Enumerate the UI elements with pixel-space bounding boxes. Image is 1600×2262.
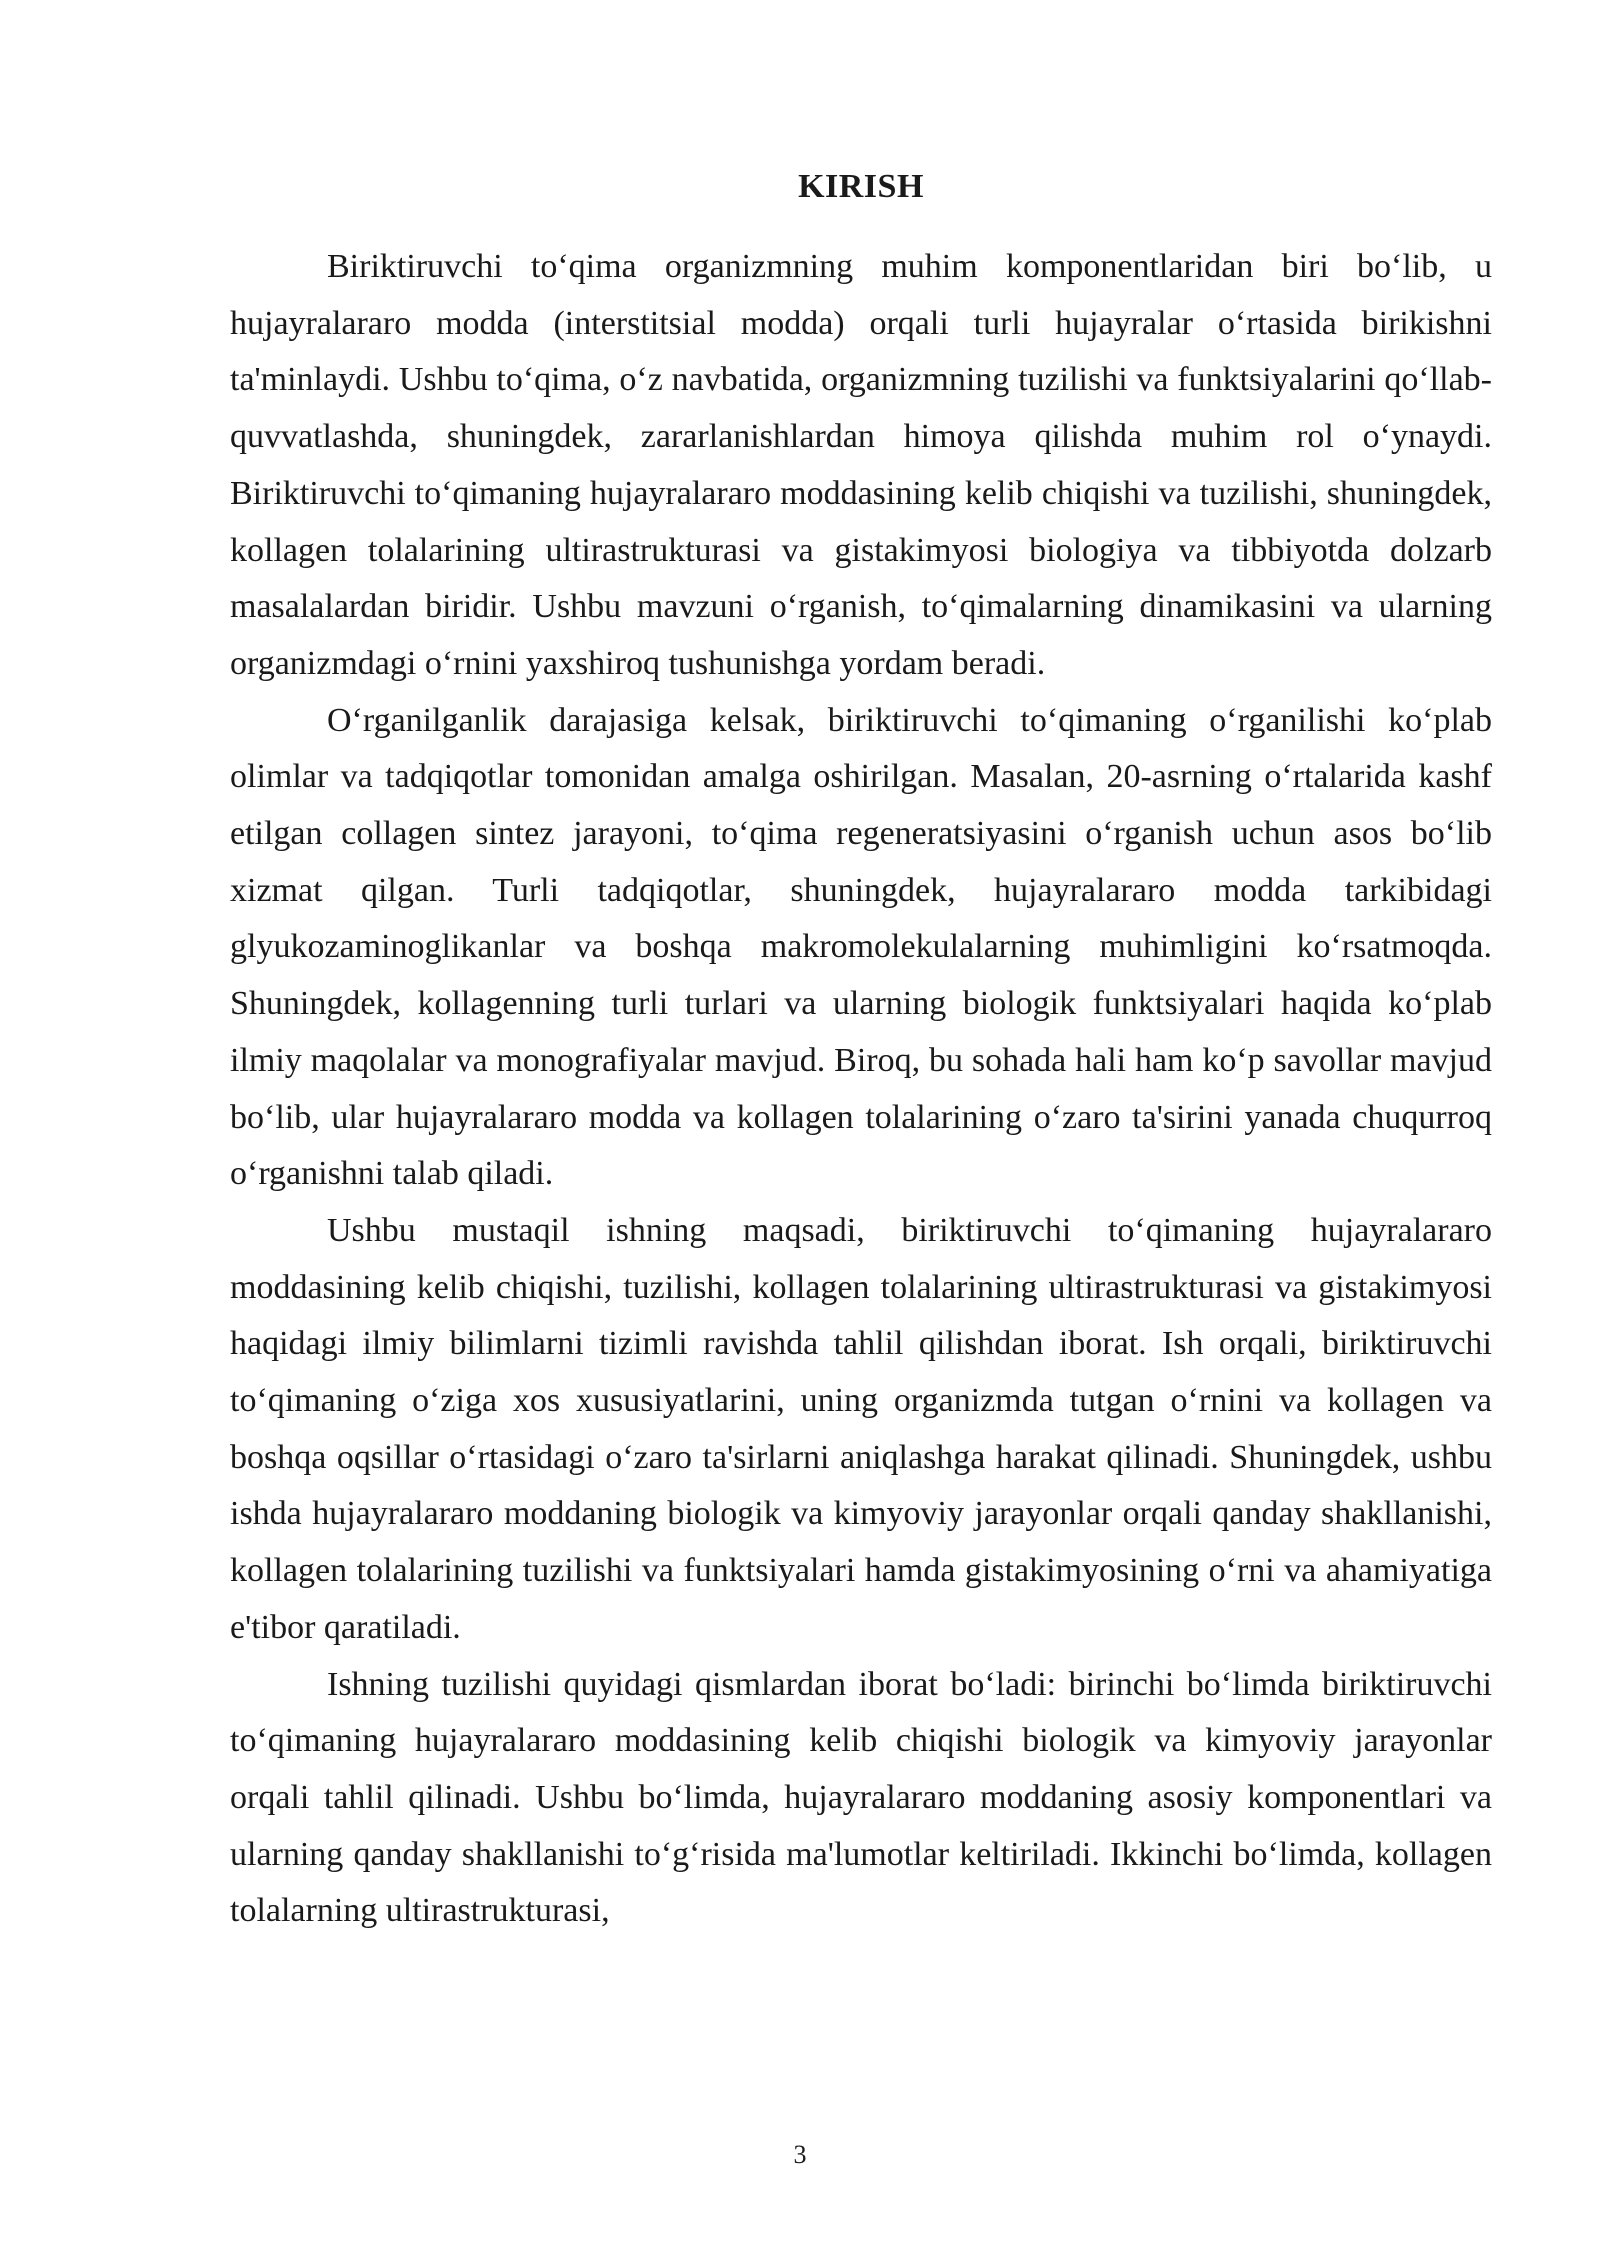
paragraph-research-level: O‘rganilganlik darajasiga kelsak, biriktiruvchi to‘qimaning o‘rganilishi ko‘plab olimlar va tadqiqotlar tomonidan amalga oshirilgan. Masalan, 20-asrning o‘rtalarida kashf etilgan collagen sintez jarayoni, to‘qima regeneratsiyasini o‘rganish uchun asos bo‘lib xizmat qilgan. Turli tadqiqotlar, shuningdek, hujayralararo modda tarkibidagi glyukozaminoglikanlar va boshqa makromolekulalarning muhimligini ko‘rsatmoqda. Shuningdek, kollagenning turli turlari va ularning biologik funktsiyalari haqida ko‘plab ilmiy maqolalar va monografiyalar mavjud. Biroq, bu sohada hali ham ko‘p savollar mavjud bo‘lib, ular hujayralararo modda va kollagen tolalarining o‘zaro ta'sirini yanada chuqurroq o‘rganishni talab qiladi. [230,701,1492,1193]
paragraph-structure: Ishning tuzilishi quyidagi qismlardan iborat bo‘ladi: birinchi bo‘limda biriktiruvchi to‘qimaning hujayralararo moddasining kelib chiqishi biologik va kimyoviy jarayonlar orqali tahlil qilinadi. Ushbu bo‘limda, hujayralararo moddaning asosiy komponentlari va ularning qanday shakllanishi to‘g‘risida ma'lumotlar keltiriladi. Ikkinchi bo‘limda, kollagen tolalarning ultirastrukturasi, [230,1665,1492,1930]
paragraph-introduction: Biriktiruvchi to‘qima organizmning muhim komponentlaridan biri bo‘lib, u hujayralararo modda (interstitsial modda) orqali turli hujayralar o‘rtasida birikishni ta'minlaydi. Ushbu to‘qima, o‘z navbatida, organizmning tuzilishi va funktsiyalarini qo‘llab-quvvatlashda, shuningdek, zararlanishlardan himoya qilishda muhim rol o‘ynaydi. Biriktiruvchi to‘qimaning hujayralararo moddasining kelib chiqishi va tuzilishi, shuningdek, kollagen tolalarining ultirastrukturasi va gistakimyosi biologiya va tibbiyotda dolzarb masalalardan biridir. Ushbu mavzuni o‘rganish, to‘qimalarning dinamikasini va ularning organizmdagi o‘rnini yaxshiroq tushunishga yordam beradi. [230,248,1492,682]
page-number: 3 [793,2140,807,2169]
section-heading: KIRISH [798,168,924,205]
paragraph-aim: Ushbu mustaqil ishning maqsadi, biriktiruvchi to‘qimaning hujayralararo moddasining kelib chiqishi, tuzilishi, kollagen tolalarining ultirastrukturasi va gistakimyosi haqidagi ilmiy bilimlarni tizimli ravishda tahlil qilishdan iborat. Ish orqali, biriktiruvchi to‘qimaning o‘ziga xos xususiyatlarini, uning organizmda tutgan o‘rnini va kollagen va boshqa oqsillar o‘rtasidagi o‘zaro ta'sirlarni aniqlashga harakat qilinadi. Shuningdek, ushbu ishda hujayralararo moddaning biologik va kimyoviy jarayonlar orqali qanday shakllanishi, kollagen tolalarining tuzilishi va funktsiyalari hamda gistakimyosining o‘rni va ahamiyatiga e'tibor qaratiladi. [230,1211,1492,1646]
page-content [230,165,1492,1940]
